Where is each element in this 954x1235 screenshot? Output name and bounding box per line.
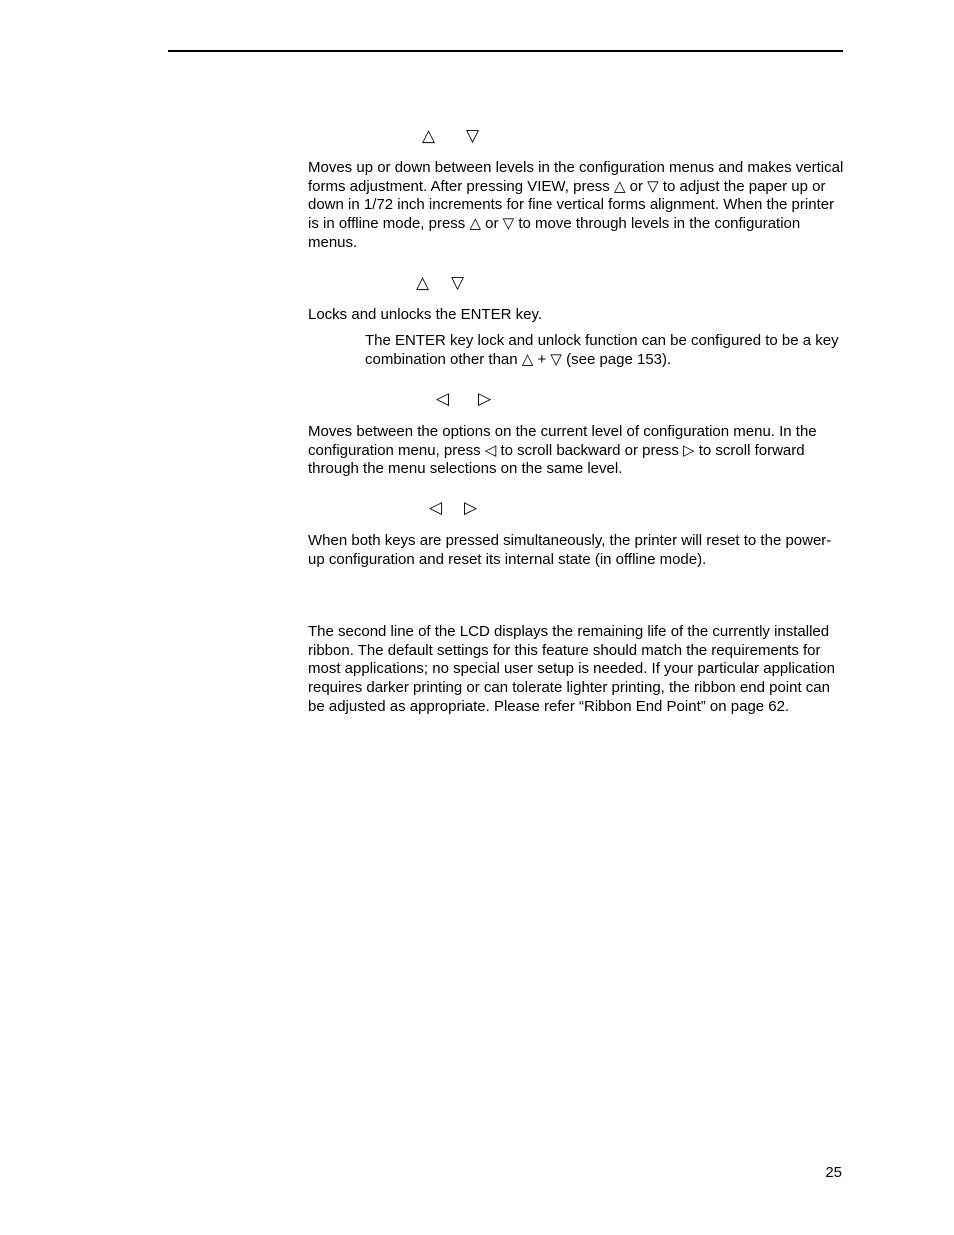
note-text-lock: The ENTER key lock and unlock function can be configured to be a key combination other than △ + ▽ (see page 153). — [365, 332, 839, 368]
down-arrow-icon: ▽ — [466, 126, 480, 145]
left-arrow-icon: ◁ — [436, 389, 450, 408]
up-arrow-icon: △ — [422, 126, 436, 145]
right-arrow-icon: ▷ — [464, 498, 478, 517]
section-text-ribbon: The second line of the LCD displays the remaining life of the currently installed ribbon. The default settings for this feature should match the requirements for most applications; no special user setup is needed. If your particular application requires darker printing or can tolerate lighter printing, the ribbon end point can be adjusted as appropriate. Please refer “Ribbon End Point” on page 62. — [308, 623, 835, 715]
section-text-up-down: Moves up or down between levels in the configuration menus and makes vertical forms adjustment. After pressing VIEW, press △ or ▽ to adjust the paper up or down in 1/72 inch increments for fine vertical forms alignment. When the printer is in offline mode, press △ or ▽ to move through levels in the configuration menus. — [308, 159, 844, 251]
page-number: 25 — [825, 1164, 842, 1181]
left-arrow-icon: ◁ — [429, 498, 443, 517]
section-text-lock: Locks and unlocks the ENTER key. — [308, 306, 542, 323]
right-arrow-icon: ▷ — [478, 389, 492, 408]
header-rule — [168, 50, 843, 52]
down-arrow-icon: ▽ — [451, 273, 465, 292]
section-text-left-right: Moves between the options on the current level of configuration menu. In the configuration menu, press ◁ to scroll backward or press ▷ to scroll forward through the menu selections on the same level. — [308, 423, 817, 478]
up-arrow-icon: △ — [416, 273, 430, 292]
section-text-reset: When both keys are pressed simultaneously, the printer will reset to the power-up configuration and reset its internal state (in offline mode). — [308, 532, 832, 568]
